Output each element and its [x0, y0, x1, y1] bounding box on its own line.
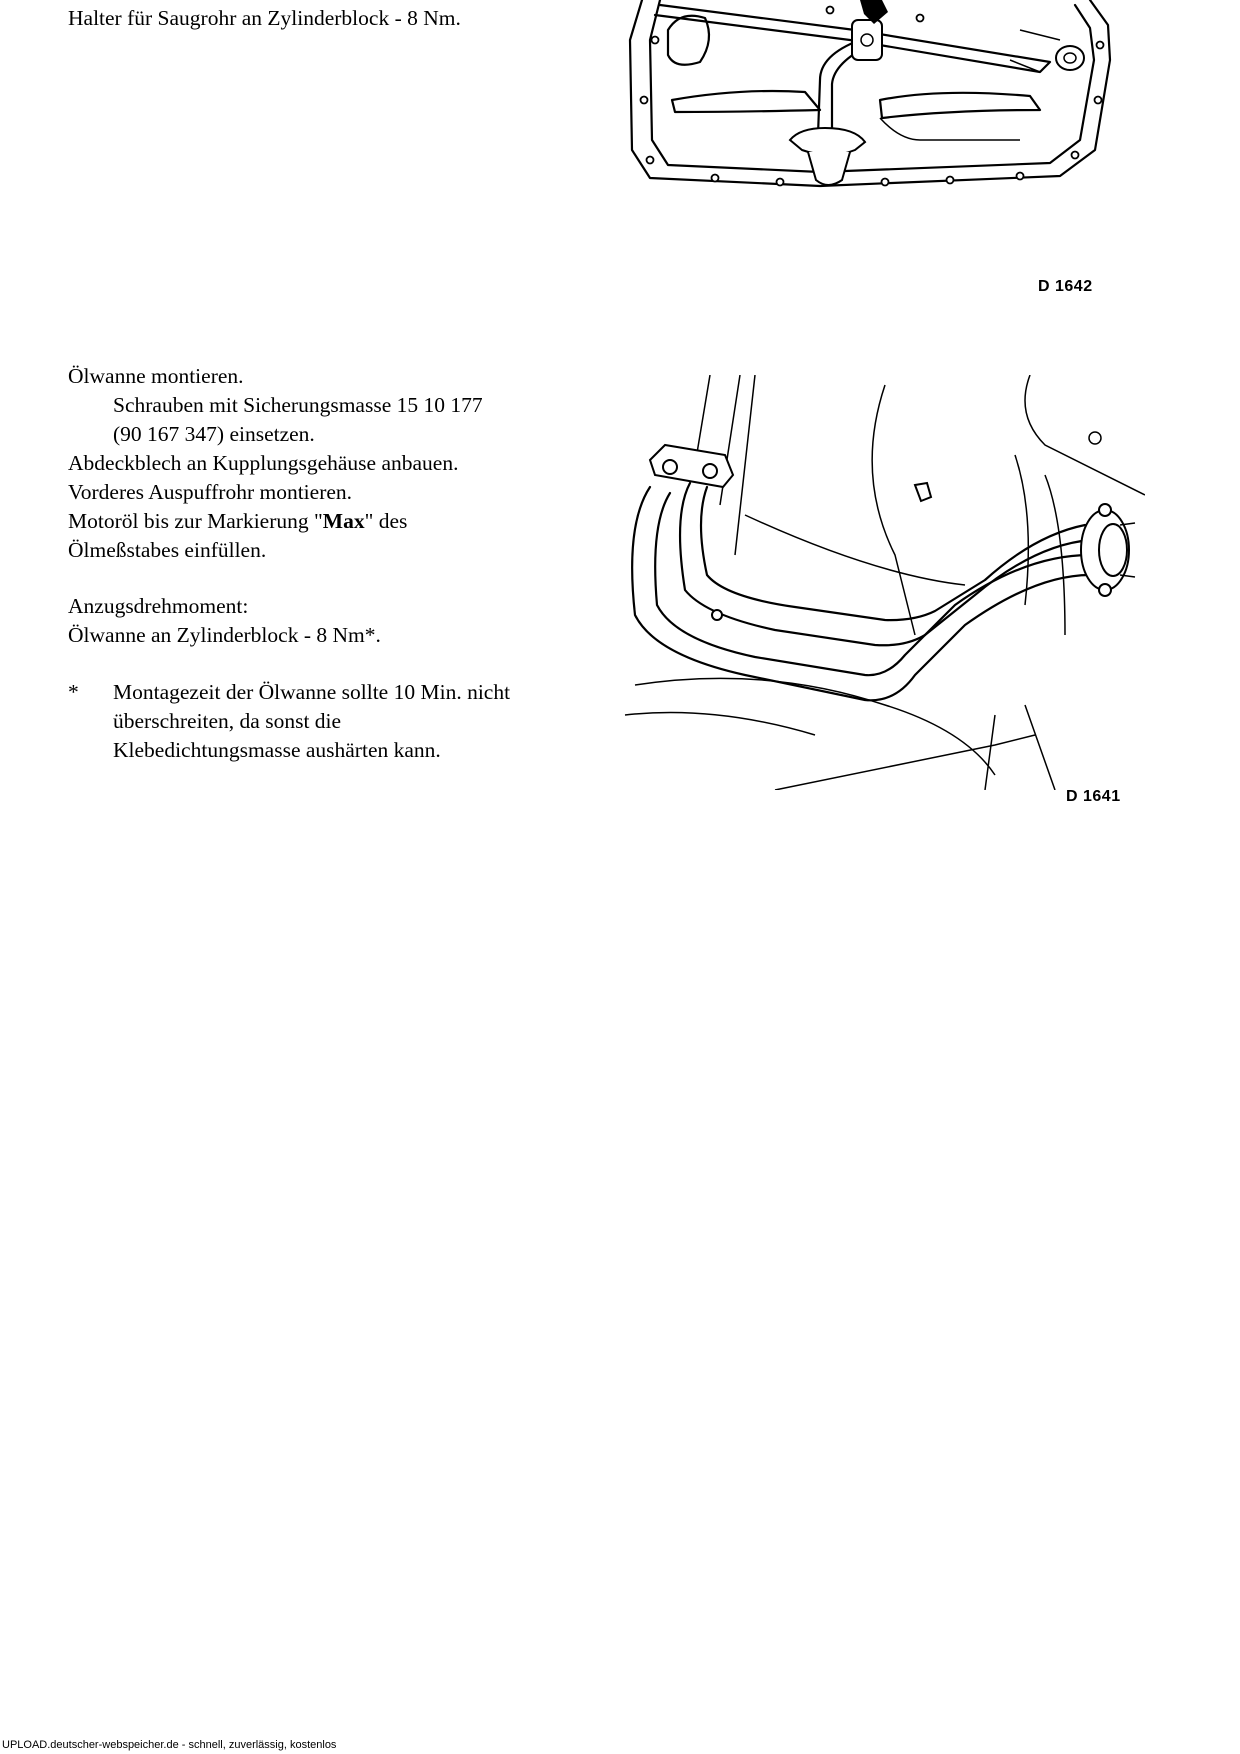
step-schrauben: Schrauben mit Sicherungsmasse 15 10 177	[113, 393, 483, 417]
footnote-line-2: überschreiten, da sonst die	[113, 709, 342, 733]
torque-value-oelwanne: Ölwanne an Zylinderblock - 8 Nm*.	[68, 623, 381, 647]
step-abdeckblech: Abdeckblech an Kupplungsgehäuse anbauen.	[68, 451, 459, 475]
figure-label-d1642: D 1642	[1038, 278, 1093, 295]
step-schrauben-teilenr: (90 167 347) einsetzen.	[113, 422, 315, 446]
footnote-line-3: Klebedichtungsmasse aushärten kann.	[113, 738, 441, 762]
footnote-marker: *	[68, 680, 79, 704]
footnote	[68, 678, 510, 765]
torque-heading: Anzugsdrehmoment:	[68, 594, 249, 618]
oil-line-prefix: Motoröl bis zur Markierung "	[68, 509, 323, 533]
oil-pan-suction-pipe-drawing	[620, 0, 1130, 205]
step-motoroel-2: Ölmeßstabes einfüllen.	[68, 538, 267, 562]
max-mark: Max	[322, 509, 365, 533]
step-motoroel	[68, 507, 407, 536]
step-oelwanne-montieren: Ölwanne montieren.	[68, 364, 244, 388]
step-auspuffrohr: Vorderes Auspuffrohr montieren.	[68, 480, 353, 504]
figure-label-d1641: D 1641	[1066, 788, 1121, 805]
footnote-line-1: Montagezeit der Ölwanne sollte 10 Min. nicht	[113, 680, 511, 704]
exhaust-front-pipe-drawing	[615, 375, 1145, 790]
footer-upload-note: UPLOAD.deutscher-webspeicher.de - schnell, zuverlässig, kostenlos	[2, 1739, 337, 1751]
torque-line-saugrohr: Halter für Saugrohr an Zylinderblock - 8 Nm.	[68, 6, 461, 30]
oil-line-suffix: " des	[364, 509, 408, 533]
